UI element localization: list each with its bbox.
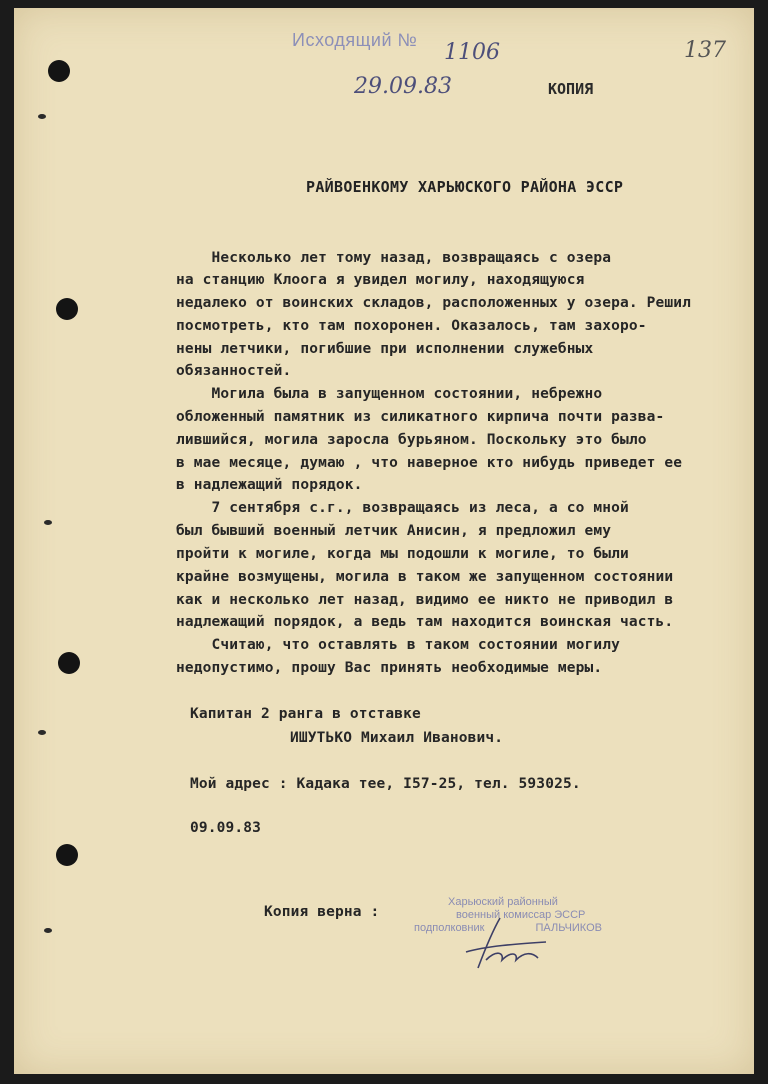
body-line: крайне возмущены, могила в таком же запущенном состоянии — [176, 569, 674, 585]
outgoing-number: 1106 — [444, 40, 500, 65]
body-line: надлежащий порядок, а ведь там находится воинская часть. — [176, 614, 674, 630]
body-line: в надлежащий порядок. — [176, 477, 363, 493]
punch-nick — [38, 730, 46, 735]
body-line: Считаю, что оставлять в таком состоянии могилу — [176, 637, 620, 653]
body-line: лившийся, могила заросла бурьяном. Поскольку это было — [176, 432, 647, 448]
document-page — [14, 8, 754, 1074]
page-number: 137 — [684, 38, 726, 63]
letter-date: 09.09.83 — [190, 820, 262, 836]
punch-nick — [44, 928, 52, 933]
stamp-rank: подполковник — [414, 922, 485, 934]
handwritten-signature — [456, 912, 556, 972]
body-line: был бывший военный летчик Анисин, я предложил ему — [176, 523, 612, 539]
copy-label: КОПИЯ — [548, 80, 594, 98]
punch-hole — [56, 844, 78, 866]
signer-address: Мой адрес : Кадака тее, I57-25, тел. 593025. — [190, 776, 581, 792]
punch-hole — [56, 298, 78, 320]
copy-verified: Копия верна : — [264, 904, 380, 920]
punch-hole — [58, 652, 80, 674]
stamp-line: военный комиссар ЭССР — [456, 909, 586, 921]
stamp-line: Харьюский районный — [448, 896, 558, 908]
outgoing-date: 29.09.83 — [354, 74, 452, 99]
body-line: обязанностей. — [176, 363, 292, 379]
outgoing-stamp: Исходящий № — [292, 30, 418, 50]
body-line: посмотреть, кто там похоронен. Оказалось, там захоро- — [176, 318, 647, 334]
punch-hole — [48, 60, 70, 82]
body-line: в мае месяце, думаю , что наверное кто нибудь приведет ее — [176, 455, 683, 471]
body-line: нены летчики, погибшие при исполнении служебных — [176, 341, 594, 357]
addressee: РАЙВОЕНКОМУ ХАРЬЮСКОГО РАЙОНА ЭССР — [306, 178, 624, 196]
body-line: на станцию Клоога я увидел могилу, находящуюся — [176, 272, 585, 288]
body-line: 7 сентября с.г., возвращаясь из леса, а со мной — [176, 500, 629, 516]
punch-nick — [44, 520, 52, 525]
body-line: пройти к могиле, когда мы подошли к могиле, то были — [176, 546, 629, 562]
body-line: как и несколько лет назад, видимо ее никто не приводил в — [176, 592, 674, 608]
punch-nick — [38, 114, 46, 119]
body-line: обложенный памятник из силикатного кирпича почти разва- — [176, 409, 665, 425]
signer-rank: Капитан 2 ранга в отставке — [190, 706, 421, 722]
signer-name: ИШУТЬКО Михаил Иванович. — [290, 730, 504, 746]
body-line: недалеко от воинских складов, расположенных у озера. Решил — [176, 295, 692, 311]
body-line: недопустимо, прошу Вас принять необходимые меры. — [176, 660, 603, 676]
body-line: Несколько лет тому назад, возвращаясь с озера — [176, 250, 612, 266]
body-line: Могила была в запущенном состоянии, небрежно — [176, 386, 603, 402]
stamp-surname: ПАЛЬЧИКОВ — [535, 922, 602, 934]
